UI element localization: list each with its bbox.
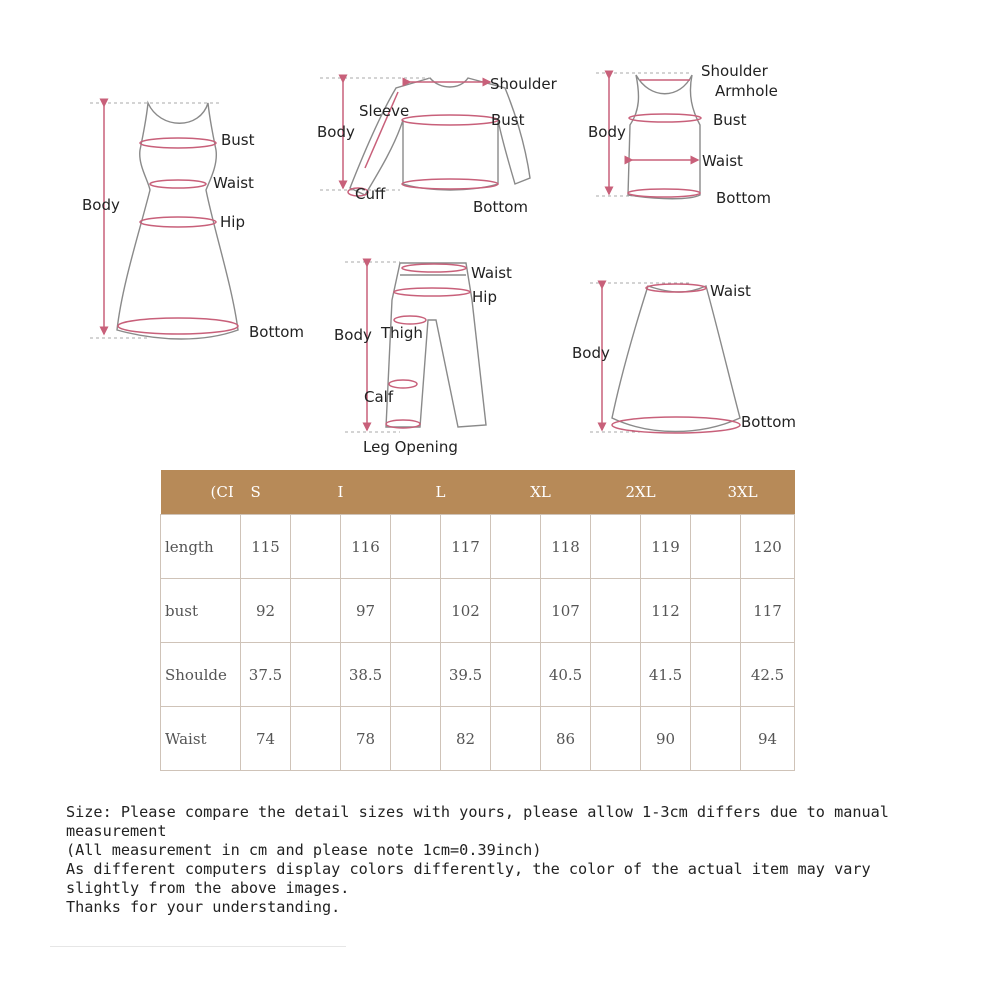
tank-bottom-label: Bottom xyxy=(716,189,772,207)
skirt-diagram xyxy=(590,283,740,433)
tank-body-label: Body xyxy=(588,123,626,141)
skirt-waist-label: Waist xyxy=(710,282,751,300)
tank-armhole-label: Armhole xyxy=(715,82,778,100)
note-line: Thanks for your understanding. xyxy=(66,898,341,916)
table-row xyxy=(161,515,795,579)
table-cell-empty xyxy=(291,643,341,707)
table-cell-empty xyxy=(391,707,441,771)
table-cell-empty xyxy=(591,579,641,643)
table-cell-empty xyxy=(691,579,741,643)
tank-shoulder-label: Shoulder xyxy=(701,62,768,80)
table-cell-empty xyxy=(491,579,541,643)
measurement-diagrams xyxy=(0,0,1000,470)
table-cell-empty xyxy=(491,643,541,707)
garment-illustrations xyxy=(0,0,1000,470)
pants-leg-opening-label: Leg Opening xyxy=(363,438,458,456)
pants-waist-label: Waist xyxy=(471,264,512,282)
top-sleeve-label: Sleeve xyxy=(359,102,410,120)
dress-bottom-label: Bottom xyxy=(249,323,305,341)
header-unit-cell xyxy=(161,470,291,515)
size-m-header: I xyxy=(291,470,391,515)
dress-body-label: Body xyxy=(82,196,120,214)
table-cell: 107 xyxy=(541,579,591,643)
table-cell-empty xyxy=(691,643,741,707)
table-cell: 82 xyxy=(441,707,491,771)
table-cell: 117 xyxy=(741,579,795,643)
note-line: (All measurement in cm and please note 1cm=0.39inch) xyxy=(66,841,542,859)
dress-diagram xyxy=(90,103,238,339)
row-label-shoulder: Shoulde xyxy=(161,643,241,707)
pants-diagram xyxy=(345,262,486,432)
table-cell: 37.5 xyxy=(241,643,291,707)
divider xyxy=(50,946,346,947)
table-cell: 97 xyxy=(341,579,391,643)
table-cell: 78 xyxy=(341,707,391,771)
size-3xl-header: 3XL xyxy=(691,470,795,515)
table-cell: 94 xyxy=(741,707,795,771)
table-cell: 112 xyxy=(641,579,691,643)
note-line: Size: Please compare the detail sizes with yours, please allow 1-3cm differs due to manual measurement xyxy=(66,803,889,840)
table-cell: 40.5 xyxy=(541,643,591,707)
table-cell-empty xyxy=(491,707,541,771)
table-cell-empty xyxy=(391,579,441,643)
top-bottom-label: Bottom xyxy=(473,198,529,216)
table-cell-empty xyxy=(491,515,541,579)
table-cell-empty xyxy=(391,643,441,707)
header-unit-label: (CI xyxy=(210,483,234,501)
table-cell: 41.5 xyxy=(641,643,691,707)
table-cell: 120 xyxy=(741,515,795,579)
top-body-label: Body xyxy=(317,123,355,141)
table-row xyxy=(161,643,795,707)
tank-bust-label: Bust xyxy=(713,111,747,129)
table-cell: 118 xyxy=(541,515,591,579)
top-shoulder-label: Shoulder xyxy=(490,75,557,93)
pants-calf-label: Calf xyxy=(364,388,394,406)
top-bust-label: Bust xyxy=(491,111,525,129)
table-cell: 92 xyxy=(241,579,291,643)
note-line: slightly from the above images. xyxy=(66,879,350,897)
table-cell: 38.5 xyxy=(341,643,391,707)
table-cell: 86 xyxy=(541,707,591,771)
table-cell-empty xyxy=(691,707,741,771)
top-cuff-label: Cuff xyxy=(355,185,386,203)
pants-hip-label: Hip xyxy=(472,288,497,306)
table-cell-empty xyxy=(591,643,641,707)
size-s-header: S xyxy=(250,483,261,501)
skirt-bottom-label: Bottom xyxy=(741,413,797,431)
pants-body-label: Body xyxy=(334,326,372,344)
row-label-waist: Waist xyxy=(161,707,241,771)
row-label-length: length xyxy=(161,515,241,579)
note-line: As different computers display colors differently, the color of the actual item may vary xyxy=(66,860,871,878)
table-cell-empty xyxy=(691,515,741,579)
table-row xyxy=(161,579,795,643)
size-xl-header: XL xyxy=(491,470,591,515)
table-cell: 116 xyxy=(341,515,391,579)
size-2xl-header: 2XL xyxy=(591,470,691,515)
table-header-row xyxy=(161,470,795,515)
size-notes xyxy=(66,803,966,917)
size-l-header: L xyxy=(391,470,491,515)
table-cell-empty xyxy=(291,515,341,579)
table-cell: 115 xyxy=(241,515,291,579)
tank-waist-label: Waist xyxy=(702,152,743,170)
dress-bust-label: Bust xyxy=(221,131,255,149)
table-cell: 90 xyxy=(641,707,691,771)
skirt-body-label: Body xyxy=(572,344,610,362)
row-label-bust: bust xyxy=(161,579,241,643)
table-row xyxy=(161,707,795,771)
table-cell: 42.5 xyxy=(741,643,795,707)
table-cell-empty xyxy=(291,579,341,643)
table-cell-empty xyxy=(391,515,441,579)
dress-hip-label: Hip xyxy=(220,213,245,231)
table-cell: 39.5 xyxy=(441,643,491,707)
table-cell: 74 xyxy=(241,707,291,771)
size-chart-table xyxy=(160,470,795,771)
table-cell-empty xyxy=(591,707,641,771)
table-cell: 117 xyxy=(441,515,491,579)
table-cell-empty xyxy=(591,515,641,579)
table-cell: 119 xyxy=(641,515,691,579)
table-cell: 102 xyxy=(441,579,491,643)
table-cell-empty xyxy=(291,707,341,771)
dress-waist-label: Waist xyxy=(213,174,254,192)
pants-thigh-label: Thigh xyxy=(381,324,423,342)
